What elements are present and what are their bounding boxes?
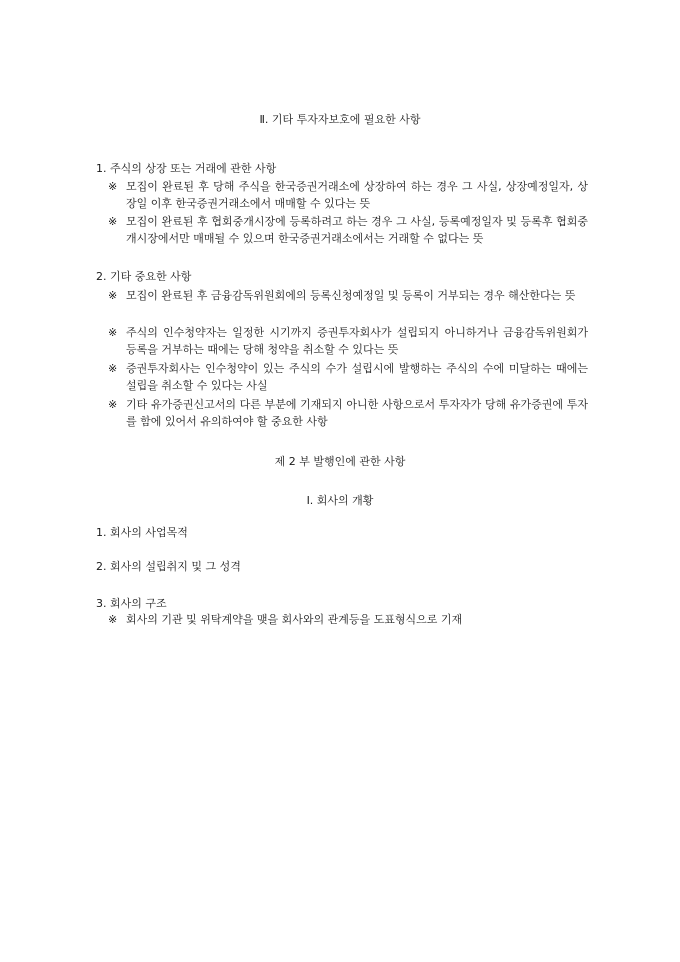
note-mark: ※ [108, 180, 118, 193]
chapter1-section-3-note [108, 611, 588, 628]
section2-note-4 [108, 396, 588, 430]
chapter1-title: Ⅰ. 회사의 개황 [306, 494, 374, 507]
section1-note-2 [108, 213, 588, 247]
note-mark: ※ [108, 398, 118, 411]
chapter1-section-1-heading: 1. 회사의 사업목적 [96, 526, 188, 539]
section2-note-2 [108, 324, 588, 358]
section2-heading: 2. 기타 중요한 사항 [96, 270, 192, 283]
section1-note-1 [108, 178, 588, 212]
section1-heading: 1. 주식의 상장 또는 거래에 관한 사항 [96, 162, 277, 175]
part-heading: 제 2 부 발행인에 관한 사항 [274, 455, 406, 468]
note-text: 주식의 인수청약자는 일정한 시기까지 증권투자회사가 설립되지 아니하거나 금융감독위원회가 등록을 거부하는 때에는 당해 청약을 취소할 수 있다는 뜻 [126, 326, 588, 356]
part2-title: Ⅱ. 기타 투자자보호에 필요한 사항 [259, 113, 421, 126]
note-mark: ※ [108, 362, 118, 375]
note-mark: ※ [108, 215, 118, 228]
note-text: 모집이 완료된 후 협회중개시장에 등록하려고 하는 경우 그 사실, 등록예정일자 및 등록후 협회중개시장에서만 매매될 수 있으며 한국증권거래소에서는 거래할 수 없다는 뜻 [126, 215, 588, 245]
note-mark: ※ [108, 613, 118, 626]
section2-note-3 [108, 360, 588, 394]
chapter1-section-3-heading: 3. 회사의 구조 [96, 597, 167, 610]
note-mark: ※ [108, 289, 118, 302]
note-text: 회사의 기관 및 위탁계약을 맺을 회사와의 관계등을 도표형식으로 기재 [126, 613, 463, 626]
note-text: 기타 유가증권신고서의 다른 부분에 기재되지 아니한 사항으로서 투자자가 당해 유가증권에 투자를 함에 있어서 유의하여야 할 중요한 사항 [126, 398, 588, 428]
chapter1-section-2-heading: 2. 회사의 설립취지 및 그 성격 [96, 560, 241, 573]
note-text: 모집이 완료된 후 금융감독위원회에의 등록신청예정일 및 등록이 거부되는 경우 해산한다는 뜻 [126, 289, 576, 302]
note-text: 증권투자회사는 인수청약이 있는 주식의 수가 설립시에 발행하는 주식의 수에 미달하는 때에는 설립을 취소할 수 있다는 사실 [126, 362, 588, 392]
note-mark: ※ [108, 326, 118, 339]
note-text: 모집이 완료된 후 당해 주식을 한국증권거래소에 상장하여 하는 경우 그 사실, 상장예정일자, 상장일 이후 한국증권거래소에서 매매할 수 있다는 뜻 [126, 180, 588, 210]
section2-note-1 [108, 287, 588, 304]
